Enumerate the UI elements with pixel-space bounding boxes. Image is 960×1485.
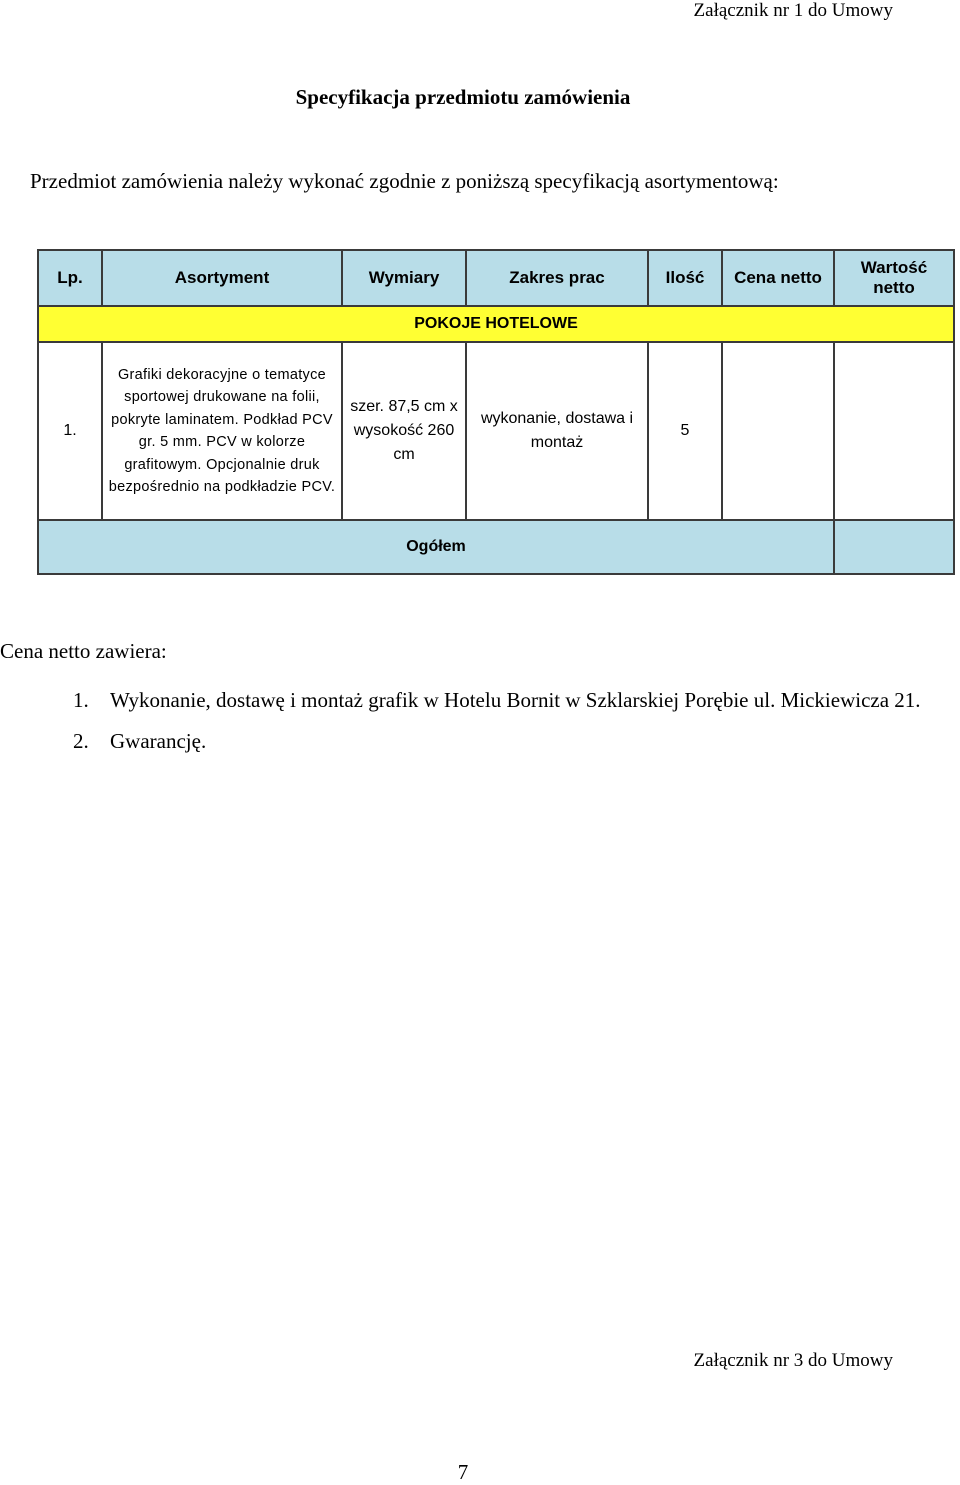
document-title: Specyfikacja przedmiotu zamówienia [295, 85, 631, 109]
table-row [38, 342, 954, 520]
attachment-footer-note: Załącznik nr 3 do Umowy [693, 1350, 893, 1371]
price-includes-lead: Cena netto zawiera: [0, 639, 167, 663]
cell-wartosc [834, 342, 954, 520]
cell-wymiary: szer. 87,5 cm x wysokość 260 cm [342, 342, 466, 520]
cell-ilosc: 5 [648, 342, 722, 520]
page-number: 7 [457, 1460, 469, 1484]
intro-paragraph: Przedmiot zamówienia należy wykonać zgodnie z poniższą specyfikacją asortymentową: [30, 169, 779, 193]
total-row [38, 520, 954, 574]
cell-lp: 1. [38, 342, 102, 520]
total-value [834, 520, 954, 574]
col-header-lp: Lp. [38, 250, 102, 306]
specification-table [37, 249, 955, 575]
list-item-text: Wykonanie, dostawę i montaż grafik w Hotelu Bornit w Szklarskiej Porębie ul. Mickiewicza 21. [110, 688, 921, 712]
col-header-zakres: Zakres prac [466, 250, 648, 306]
list-item-number: 1. [73, 688, 89, 712]
total-label: Ogółem [38, 520, 834, 574]
attachment-header-note: Załącznik nr 1 do Umowy [693, 0, 893, 21]
col-header-wartosc: Wartość netto [834, 250, 954, 306]
list-item-number: 2. [73, 729, 89, 753]
col-header-cena: Cena netto [722, 250, 834, 306]
list-item-text: Gwarancję. [110, 729, 207, 753]
list-item [73, 721, 960, 762]
section-label: POKOJE HOTELOWE [38, 306, 954, 342]
section-row [38, 306, 954, 342]
col-header-ilosc: Ilość [648, 250, 722, 306]
cell-cena [722, 342, 834, 520]
cell-zakres: wykonanie, dostawa i montaż [466, 342, 648, 520]
col-header-asortyment: Asortyment [102, 250, 342, 306]
list-item [73, 680, 960, 721]
price-includes-list [73, 680, 960, 762]
col-header-wymiary: Wymiary [342, 250, 466, 306]
cell-asortyment: Grafiki dekoracyjne o tematyce sportowej drukowane na folii, pokryte laminatem. Podkład PCV gr. 5 mm. PCV w kolorze grafitowym. Opcjonalnie druk bezpośrednio na podkładzie PCV. [102, 342, 342, 520]
table-header-row [38, 250, 954, 306]
